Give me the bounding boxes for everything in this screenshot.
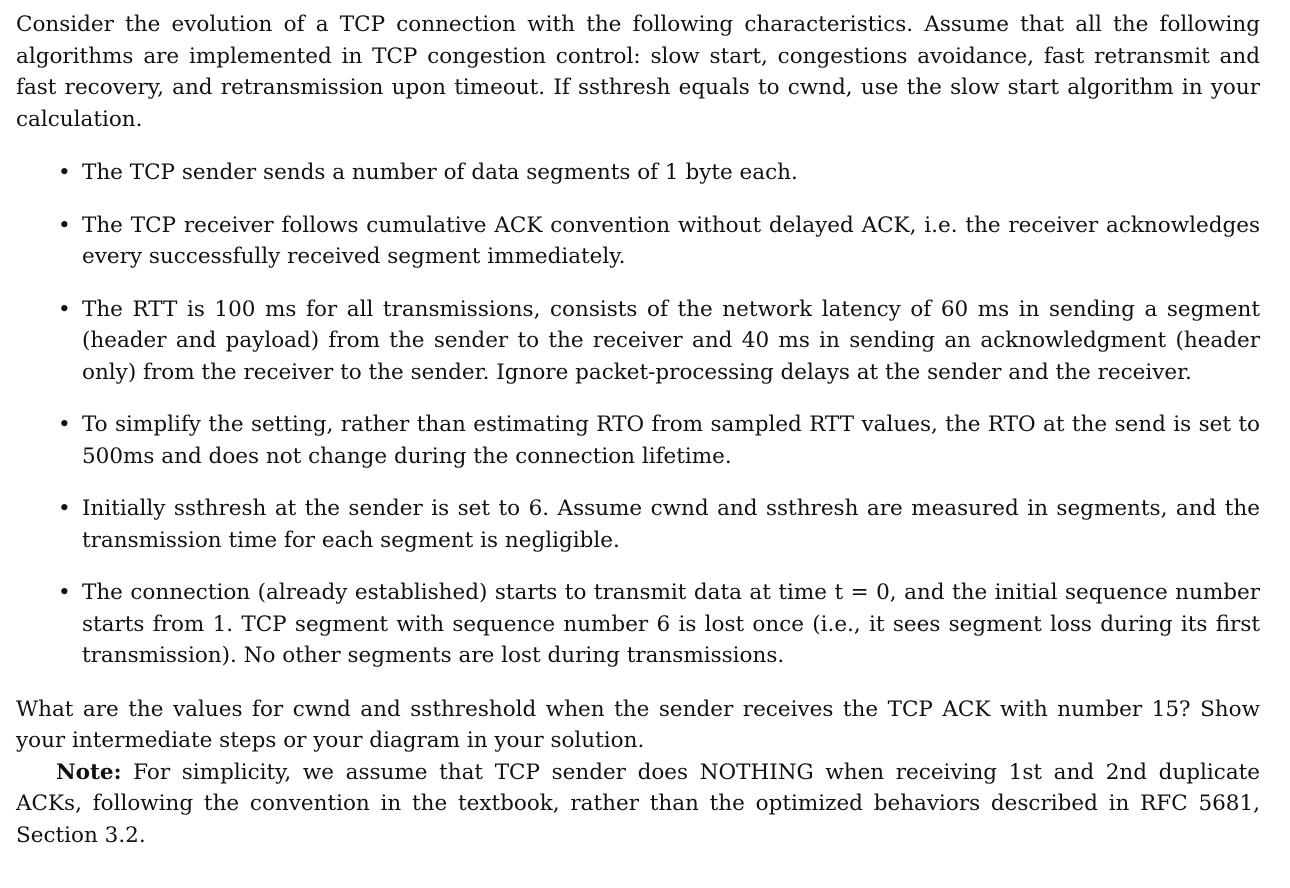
assumption-item [16, 157, 1260, 189]
assumption-item [16, 294, 1260, 389]
note-label: Note: [56, 759, 122, 785]
assumption-text: The RTT is 100 ms for all transmissions, consists of the network latency of 60 ms in sending a segment (header and payload) from the sender to the receiver and 40 ms in sending an acknowledgment (header only) from the receiver to the sender. Ignore packet-processing delays at the sender and the receiver. [82, 296, 1260, 385]
assumption-text: To simplify the setting, rather than estimating RTO from sampled RTT values, the RTO at the send is set to 500ms and does not change during the connection lifetime. [82, 412, 1260, 469]
bullet-icon: • [58, 296, 71, 322]
assumption-text: The TCP sender sends a number of data segments of 1 byte each. [82, 160, 798, 185]
bullet-icon: • [58, 496, 71, 521]
assumption-list [16, 157, 1260, 672]
assumption-item [16, 210, 1260, 273]
bullet-icon: • [58, 160, 71, 185]
intro-paragraph: Consider the evolution of a TCP connection with the following characteristics. Assume that all the following algorithms are implemented in TCP congestion control: slow start, congestions avoidance, fast retransmit and fast recovery, and retransmission upon timeout. If ssthresh equals to cwnd, use the slow start algorithm in your calculation. [16, 12, 1260, 132]
note-text: For simplicity, we assume that TCP sender does NOTHING when receiving 1st and 2nd duplicate ACKs, following the convention in the textbook, rather than the optimized behaviors described in RFC 5681, Section 3.2. [16, 759, 1260, 848]
note-paragraph [16, 757, 1260, 852]
bullet-icon: • [58, 580, 71, 605]
assumption-text: The connection (already established) starts to transmit data at time t = 0, and the initial sequence number starts from 1. TCP segment with sequence number 6 is lost once (i.e., it sees segment loss during its first transmission). No other segments are lost during transmissions. [82, 580, 1260, 668]
assumption-text: Initially ssthresh at the sender is set to 6. Assume cwnd and ssthresh are measured in segments, and the transmission time for each segment is negligible. [82, 496, 1260, 553]
assumption-item [16, 409, 1260, 472]
assumption-item [16, 577, 1260, 672]
assumption-item [16, 493, 1260, 556]
bullet-icon: • [58, 412, 71, 437]
assumption-text: The TCP receiver follows cumulative ACK convention without delayed ACK, i.e. the receiver acknowledges every successfully received segment immediately. [82, 212, 1260, 269]
problem-document [16, 9, 1260, 851]
question-paragraph: What are the values for cwnd and ssthreshold when the sender receives the TCP ACK with number 15? Show your intermediate steps or your diagram in your solution. [16, 696, 1260, 753]
bullet-icon: • [58, 212, 71, 238]
